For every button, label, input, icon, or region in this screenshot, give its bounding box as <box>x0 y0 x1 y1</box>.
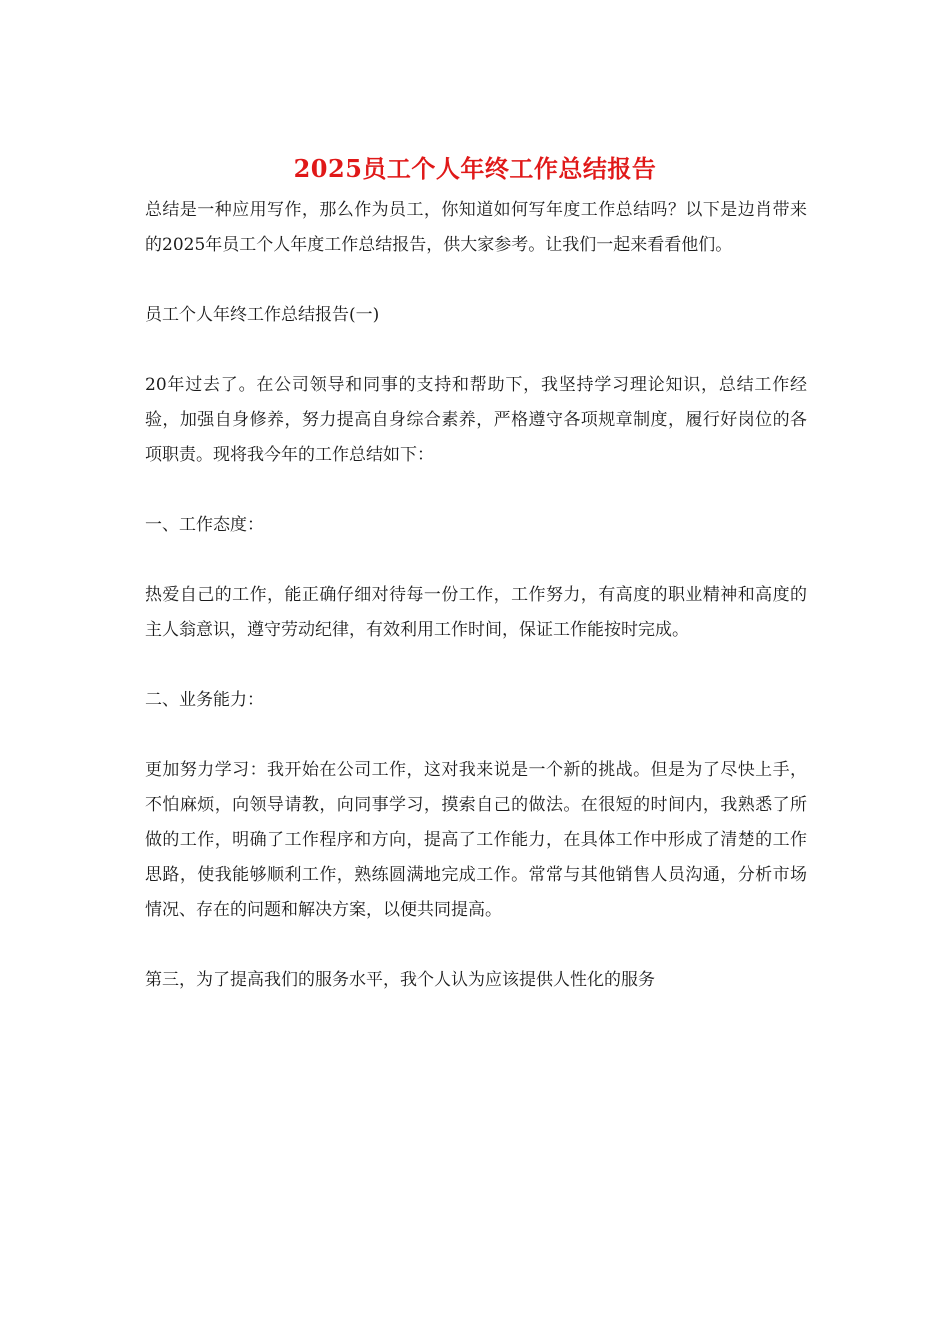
document-title: 2025员工个人年终工作总结报告 <box>293 154 657 183</box>
intro-paragraph: 总结是一种应用写作，那么作为员工，你知道如何写年度工作总结吗？以下是边肖带来的2025年员工个人年度工作总结报告，供大家参考。让我们一起来看看他们。 <box>145 200 807 255</box>
section-heading-work-attitude: 一、工作态度： <box>145 515 264 535</box>
third-point-paragraph: 第三，为了提高我们的服务水平，我个人认为应该提供人性化的服务 <box>145 970 655 990</box>
document-body <box>145 193 807 998</box>
section-heading-business-ability: 二、业务能力： <box>145 690 264 710</box>
opening-paragraph: 20年过去了。在公司领导和同事的支持和帮助下，我坚持学习理论知识，总结工作经验，加强自身修养，努力提高自身综合素养，严格遵守各项规章制度，履行好岗位的各项职责。现将我今年的工作总结如下： <box>145 375 807 465</box>
work-attitude-paragraph: 热爱自己的工作，能正确仔细对待每一份工作，工作努力，有高度的职业精神和高度的主人翁意识，遵守劳动纪律，有效利用工作时间，保证工作能按时完成。 <box>145 585 807 640</box>
business-ability-paragraph: 更加努力学习：我开始在公司工作，这对我来说是一个新的挑战。但是为了尽快上手，不怕麻烦，向领导请教，向同事学习，摸索自己的做法。在很短的时间内，我熟悉了所做的工作，明确了工作程序和方向，提高了工作能力，在具体工作中形成了清楚的工作思路，使我能够顺利工作，熟练圆满地完成工作。常常与其他销售人员沟通，分析市场情况、存在的问题和解决方案，以便共同提高。 <box>145 760 807 920</box>
section-heading-report-one: 员工个人年终工作总结报告(一) <box>145 305 380 325</box>
